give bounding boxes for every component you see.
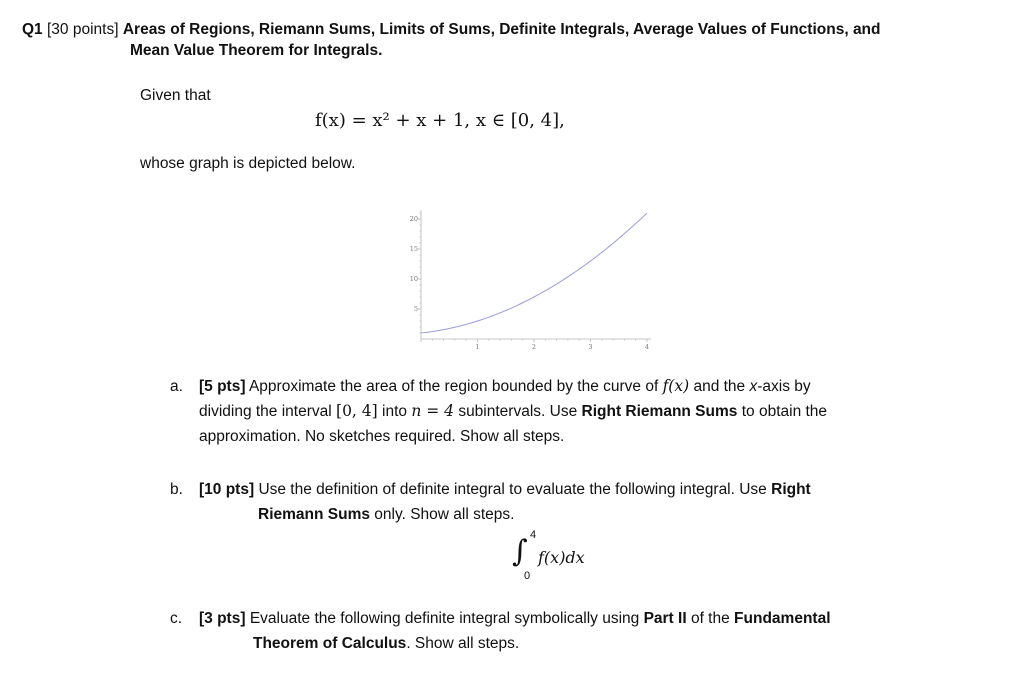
question-title-line1: Areas of Regions, Riemann Sums, Limits of Sums, Definite Integrals, Average Values of Functions, and — [122, 21, 881, 38]
part-a-text1: Approximate the area of the region bounded by the curve of — [248, 378, 659, 395]
integral-expression — [512, 529, 632, 582]
part-a-line2b: into — [382, 403, 407, 420]
part-a-line2a: dividing the interval — [199, 403, 332, 420]
part-b-bold2: Riemann Sums — [258, 506, 370, 523]
y-tick-label: 15 — [409, 245, 418, 253]
part-a-bold: Right Riemann Sums — [581, 403, 738, 420]
part-c-label: c. — [170, 610, 183, 627]
function-definition — [315, 110, 565, 131]
integral-lower: 0 — [524, 570, 531, 582]
part-b — [170, 477, 890, 527]
part-c-points: [3 pts] — [199, 610, 246, 627]
part-c-bold2: Fundamental — [734, 610, 831, 627]
part-b-bold1: Right — [771, 481, 811, 498]
part-a-fx: f(x) — [662, 377, 690, 395]
y-tick-label: 10 — [409, 275, 418, 283]
part-c-bold3: Theorem of Calculus — [253, 635, 407, 652]
graph-caption: whose graph is depicted below. — [140, 155, 356, 172]
integral-sign: ∫ — [512, 534, 528, 569]
part-c-bold1: Part II — [643, 610, 687, 627]
part-a — [170, 374, 890, 449]
part-b-text1: Use the definition of definite integral to evaluate the following integral. Use — [258, 481, 767, 498]
part-c — [170, 606, 910, 656]
question-header — [22, 19, 1002, 61]
part-a-xaxis: x — [749, 378, 758, 395]
series-line-f — [421, 213, 647, 333]
integral-integrand: f(x)dx — [538, 548, 585, 567]
part-c-text3: . Show all steps. — [406, 635, 520, 652]
y-tick-label: 5 — [413, 305, 418, 313]
question-points: [30 points] — [47, 21, 119, 38]
given-text: Given that — [140, 87, 211, 104]
part-a-line3: approximation. No sketches required. Show all steps. — [199, 428, 565, 445]
part-b-label: b. — [170, 481, 183, 498]
function-formula: f(x) = x² + x + 1, x ∈ [0, 4], — [315, 110, 565, 131]
question-number: Q1 — [22, 21, 43, 38]
x-tick-label: 3 — [588, 343, 593, 350]
x-tick-label: 2 — [531, 343, 537, 350]
function-graph — [400, 198, 660, 350]
part-a-text3: -axis by — [757, 378, 811, 395]
part-c-text2: of the — [690, 610, 730, 627]
part-a-text2: and the — [693, 378, 746, 395]
x-tick-label: 1 — [475, 343, 480, 350]
part-b-text2: only. Show all steps. — [374, 506, 515, 523]
part-c-text1: Evaluate the following definite integral symbolically using — [249, 610, 640, 627]
part-a-n: n = 4 — [411, 402, 454, 420]
integral-upper: 4 — [530, 529, 537, 541]
part-a-label: a. — [170, 378, 183, 395]
part-a-line2d: to obtain the — [741, 403, 828, 420]
question-title-line2: Mean Value Theorem for Integrals. — [130, 42, 383, 59]
part-b-points: [10 pts] — [199, 481, 255, 498]
part-a-points: [5 pts] — [199, 378, 246, 395]
chart-axes — [421, 210, 651, 339]
part-a-interval: [0, 4] — [336, 402, 378, 420]
part-a-line2c: subintervals. Use — [458, 403, 578, 420]
x-tick-label: 4 — [644, 343, 650, 350]
y-tick-label: 20 — [409, 215, 418, 223]
